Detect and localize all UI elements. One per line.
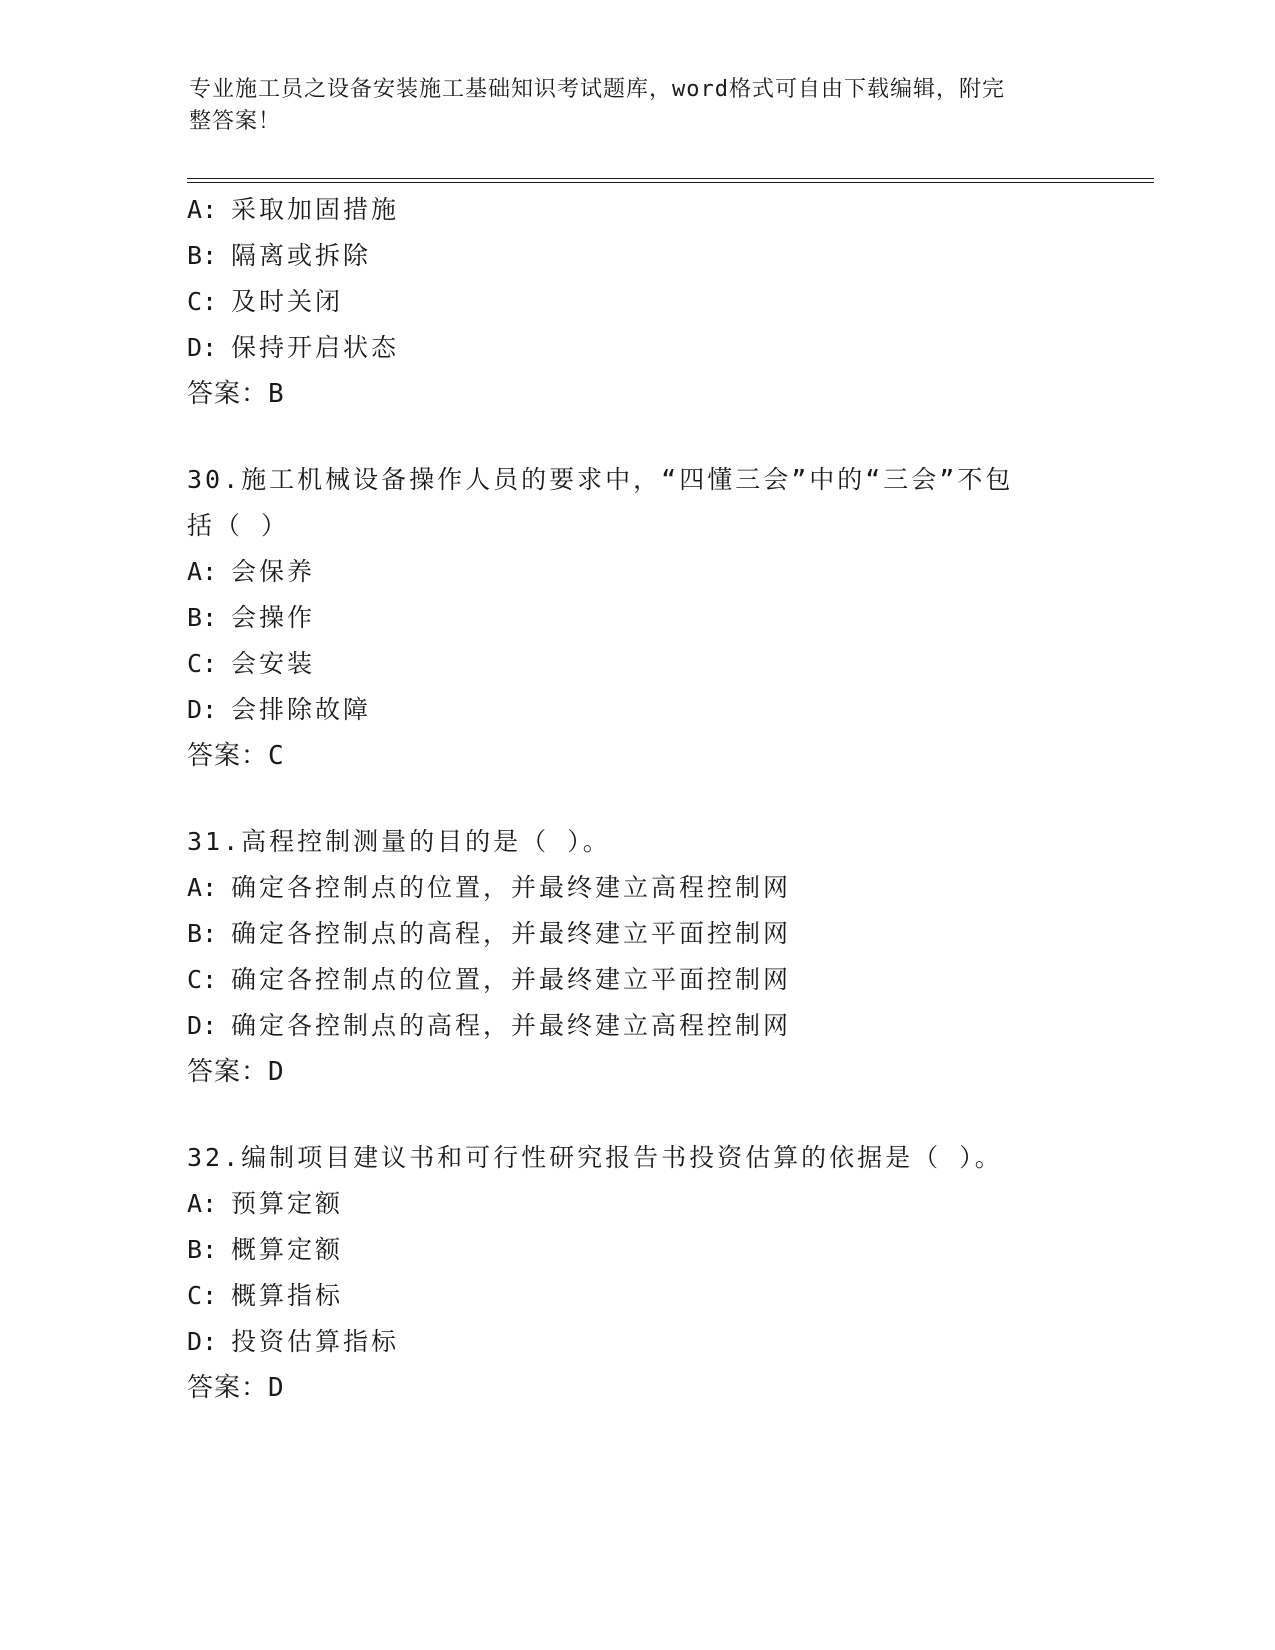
option-text: 会操作 [231,603,316,632]
answer-line [187,1049,1087,1095]
option-letter: A: [187,1189,218,1218]
option-a [187,1181,1087,1227]
answer-value: D [268,1057,285,1087]
option-letter: C: [187,1281,218,1310]
answer-label: 答案： [187,741,269,771]
question-stem-line: 31.高程控制测量的目的是（ ）。 [187,827,611,856]
option-text: 采取加固措施 [231,195,400,224]
option-text: 概算指标 [231,1281,344,1310]
option-text: 确定各控制点的高程，并最终建立高程控制网 [231,1011,792,1040]
option-text: 会排除故障 [231,695,372,724]
answer-label: 答案： [187,1057,269,1087]
option-text: 会安装 [231,649,316,678]
answer-label: 答案： [187,1373,269,1403]
question-29-continuation [187,187,1087,417]
option-letter: D: [187,695,218,724]
option-text: 预算定额 [231,1189,344,1218]
question-30 [187,457,1087,779]
option-text: 隔离或拆除 [231,241,372,270]
answer-line [187,1365,1087,1411]
answer-value: D [268,1373,285,1403]
option-c [187,279,1087,325]
option-letter: D: [187,1327,218,1356]
option-b [187,595,1087,641]
option-d [187,1003,1087,1049]
question-stem [187,457,1087,549]
question-stem-line: 30.施工机械设备操作人员的要求中，“四懂三会”中的“三会”不包 [187,465,1014,494]
option-text: 会保养 [231,557,316,586]
option-letter: B: [187,919,218,948]
question-32 [187,1135,1087,1411]
option-c [187,641,1087,687]
option-letter: B: [187,1235,218,1264]
header-line-1: 专业施工员之设备安装施工基础知识考试题库，word格式可自由下载编辑，附完 [189,77,1005,102]
option-a [187,549,1087,595]
option-a [187,187,1087,233]
answer-line [187,371,1087,417]
option-letter: D: [187,1011,218,1040]
answer-label: 答案： [187,379,269,409]
option-c [187,957,1087,1003]
option-a [187,865,1087,911]
option-b [187,233,1087,279]
option-letter: A: [187,557,218,586]
option-d [187,687,1087,733]
question-stem-line: 32.编制项目建议书和可行性研究报告书投资估算的依据是（ ）。 [187,1143,1003,1172]
option-letter: A: [187,195,218,224]
answer-line [187,733,1087,779]
option-letter: C: [187,287,218,316]
option-letter: C: [187,965,218,994]
option-text: 投资估算指标 [231,1327,400,1356]
option-c [187,1273,1087,1319]
option-text: 确定各控制点的高程，并最终建立平面控制网 [231,919,792,948]
question-list [187,187,1087,1411]
answer-value: C [268,741,285,771]
document-header [189,74,1069,138]
option-d [187,325,1087,371]
option-letter: D: [187,333,218,362]
option-b [187,1227,1087,1273]
option-letter: C: [187,649,218,678]
question-stem-line: 括（ ） [187,511,290,540]
header-divider-bottom [187,182,1154,183]
option-letter: A: [187,873,218,902]
option-text: 概算定额 [231,1235,344,1264]
option-text: 保持开启状态 [231,333,400,362]
option-letter: B: [187,603,218,632]
option-b [187,911,1087,957]
option-text: 及时关闭 [231,287,344,316]
question-stem [187,1135,1087,1181]
option-text: 确定各控制点的位置，并最终建立高程控制网 [231,873,792,902]
question-stem [187,819,1087,865]
option-text: 确定各控制点的位置，并最终建立平面控制网 [231,965,792,994]
header-divider-top [187,178,1154,179]
header-line-2: 整答案！ [189,109,282,134]
question-31 [187,819,1087,1095]
answer-value: B [268,379,285,409]
option-d [187,1319,1087,1365]
option-letter: B: [187,241,218,270]
